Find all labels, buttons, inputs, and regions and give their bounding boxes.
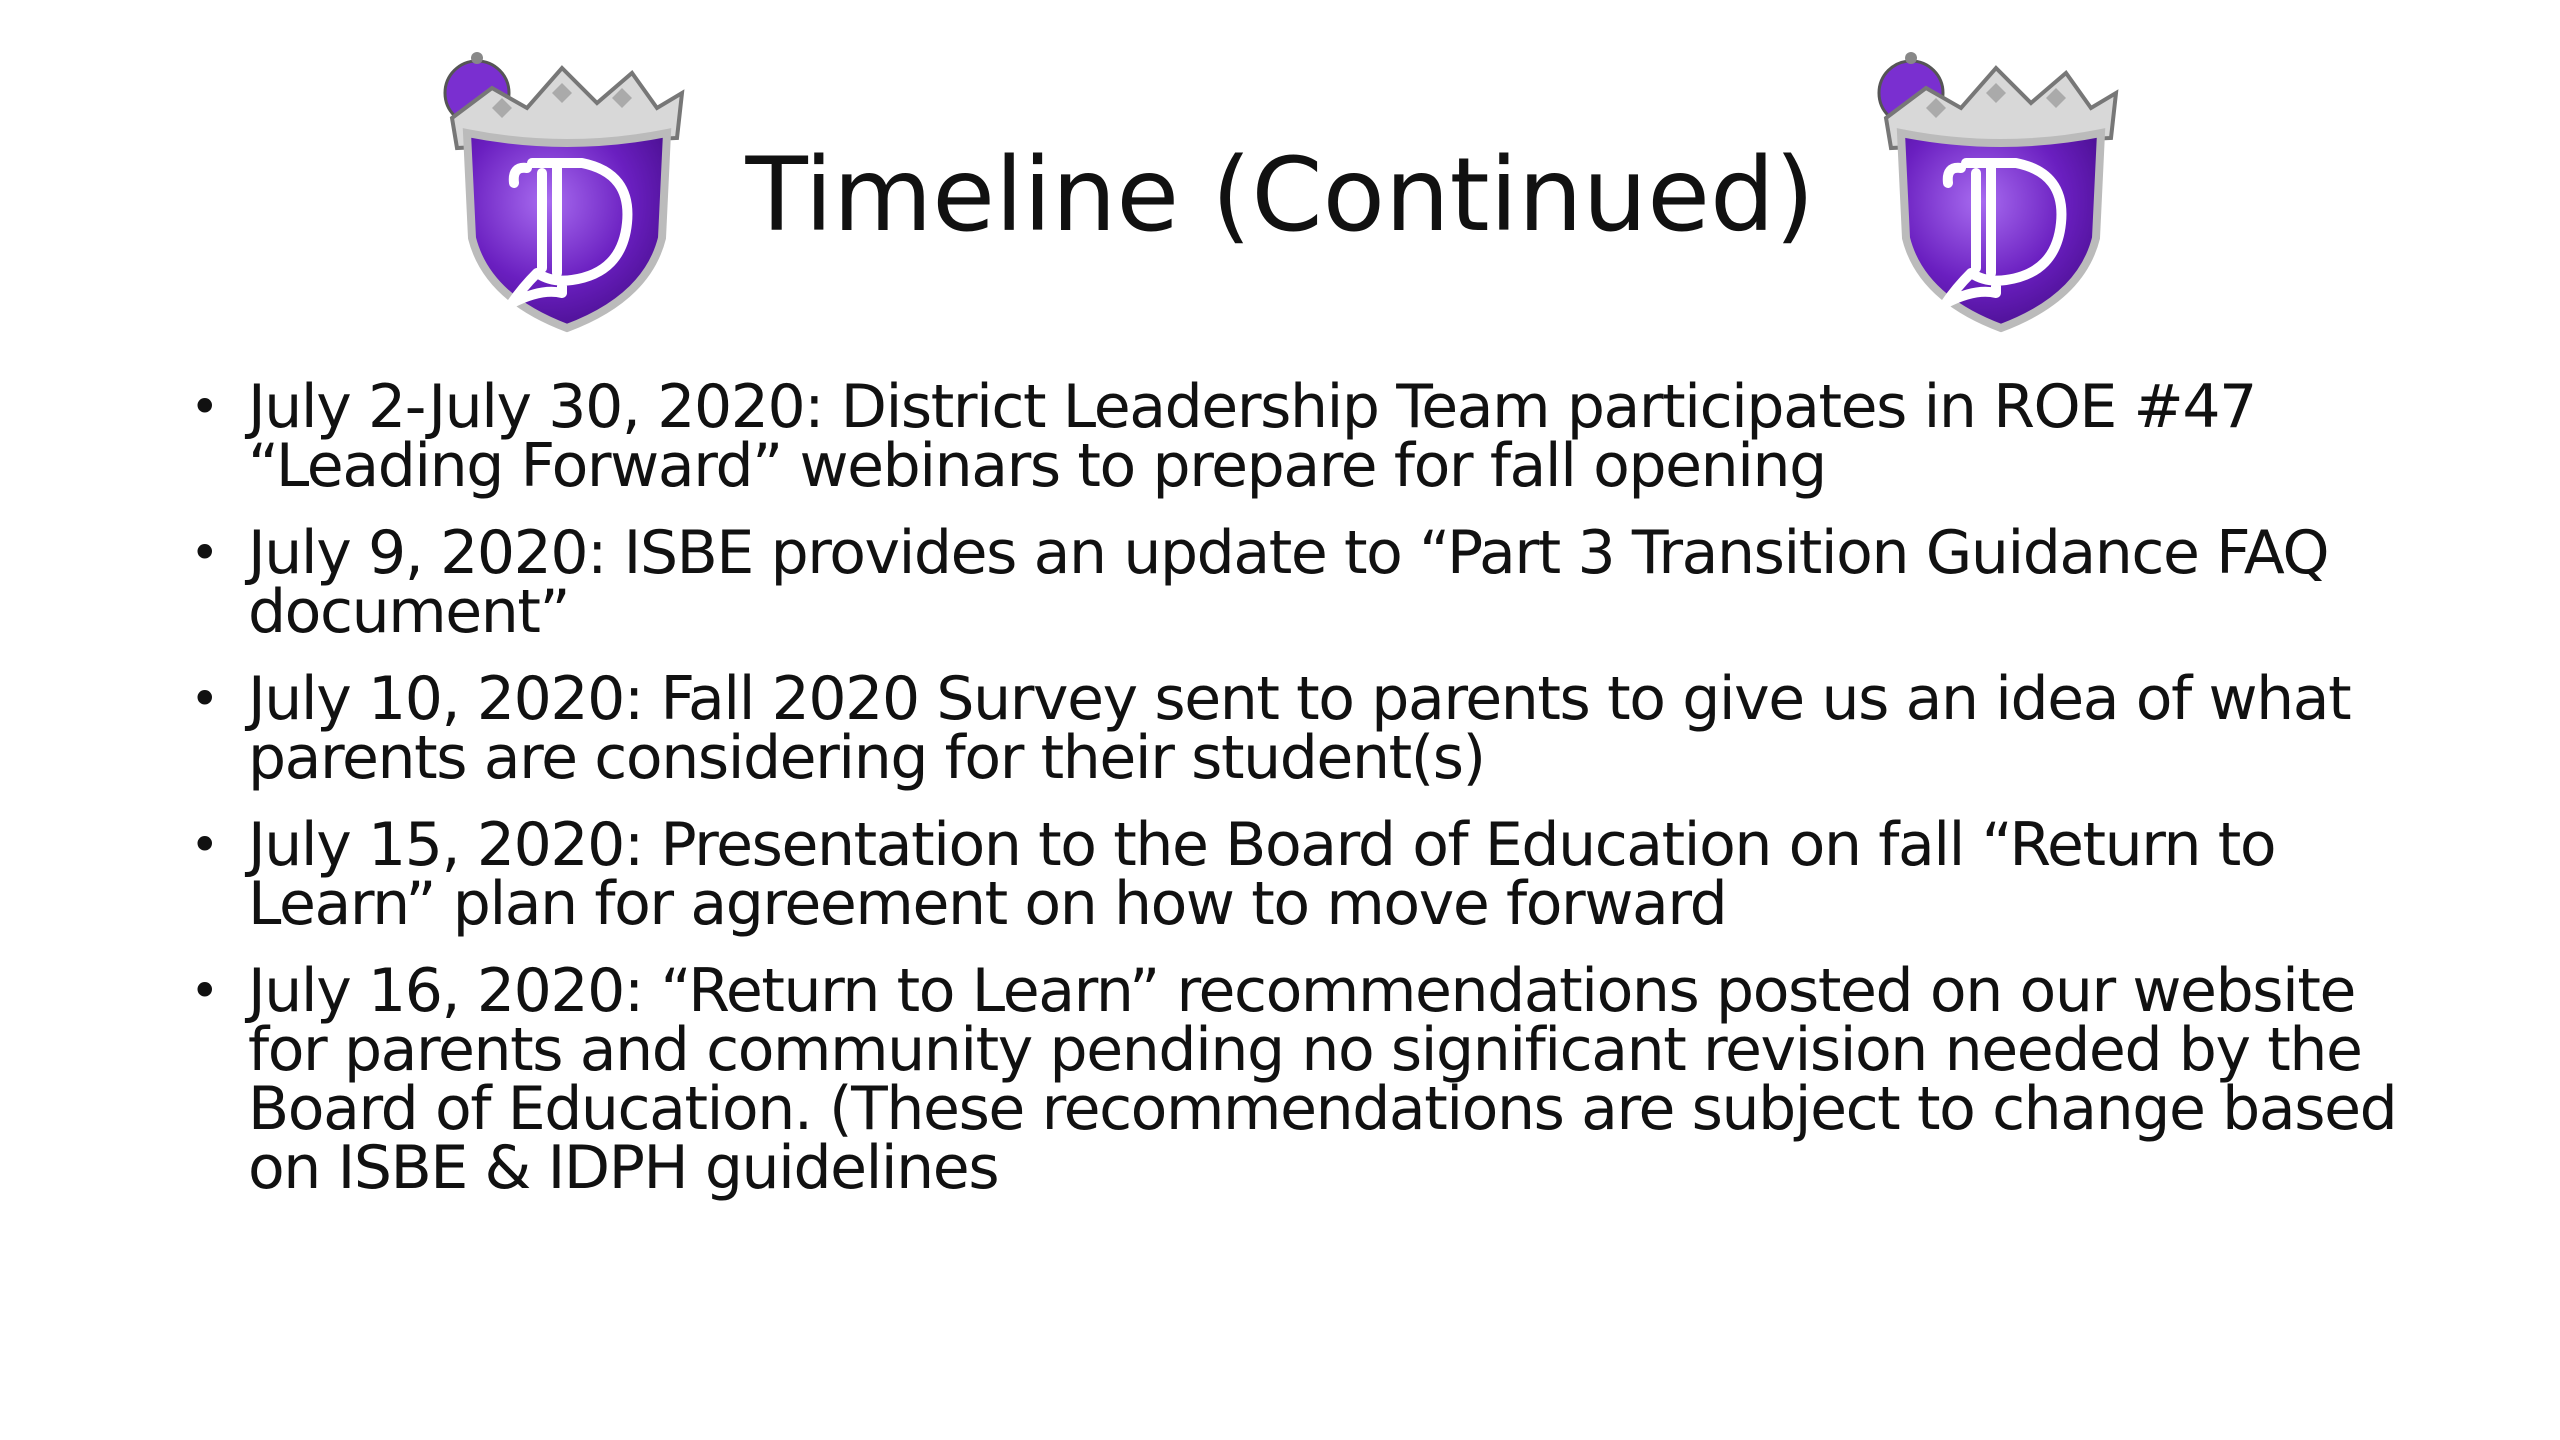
bullet-icon: • — [190, 524, 219, 582]
bullet-icon: • — [190, 378, 219, 436]
timeline-item — [190, 372, 2420, 501]
timeline-item-text: July 9, 2020: ISBE provides an update to “Part 3 Transition Guidance FAQ document” — [248, 518, 2329, 647]
timeline-item — [190, 810, 2420, 939]
timeline-item-text: July 10, 2020: Fall 2020 Survey sent to parents to give us an idea of what parents are considering for their student(s) — [248, 664, 2351, 793]
slide-title: Timeline (Continued) — [745, 136, 1815, 255]
timeline-item — [190, 518, 2420, 647]
bullet-icon: • — [190, 962, 219, 1020]
timeline-item-text: July 2-July 30, 2020: District Leadership Team participates in ROE #47 “Leading Forward” webinars to prepare for fall opening — [248, 372, 2256, 501]
bullet-icon: • — [190, 816, 219, 874]
timeline-item — [190, 664, 2420, 793]
timeline-item-text: July 16, 2020: “Return to Learn” recommendations posted on our website for parents and community pending no significant revision needed by the Board of Education. (These recommendations are subject to change based on ISBE & IDPH guidelines — [248, 956, 2397, 1203]
timeline-item-text: July 15, 2020: Presentation to the Board of Education on fall “Return to Learn” plan for agreement on how to move forward — [248, 810, 2276, 939]
timeline-bullet-list — [190, 372, 2420, 1226]
timeline-item — [190, 956, 2420, 1203]
bullet-icon: • — [190, 670, 219, 728]
